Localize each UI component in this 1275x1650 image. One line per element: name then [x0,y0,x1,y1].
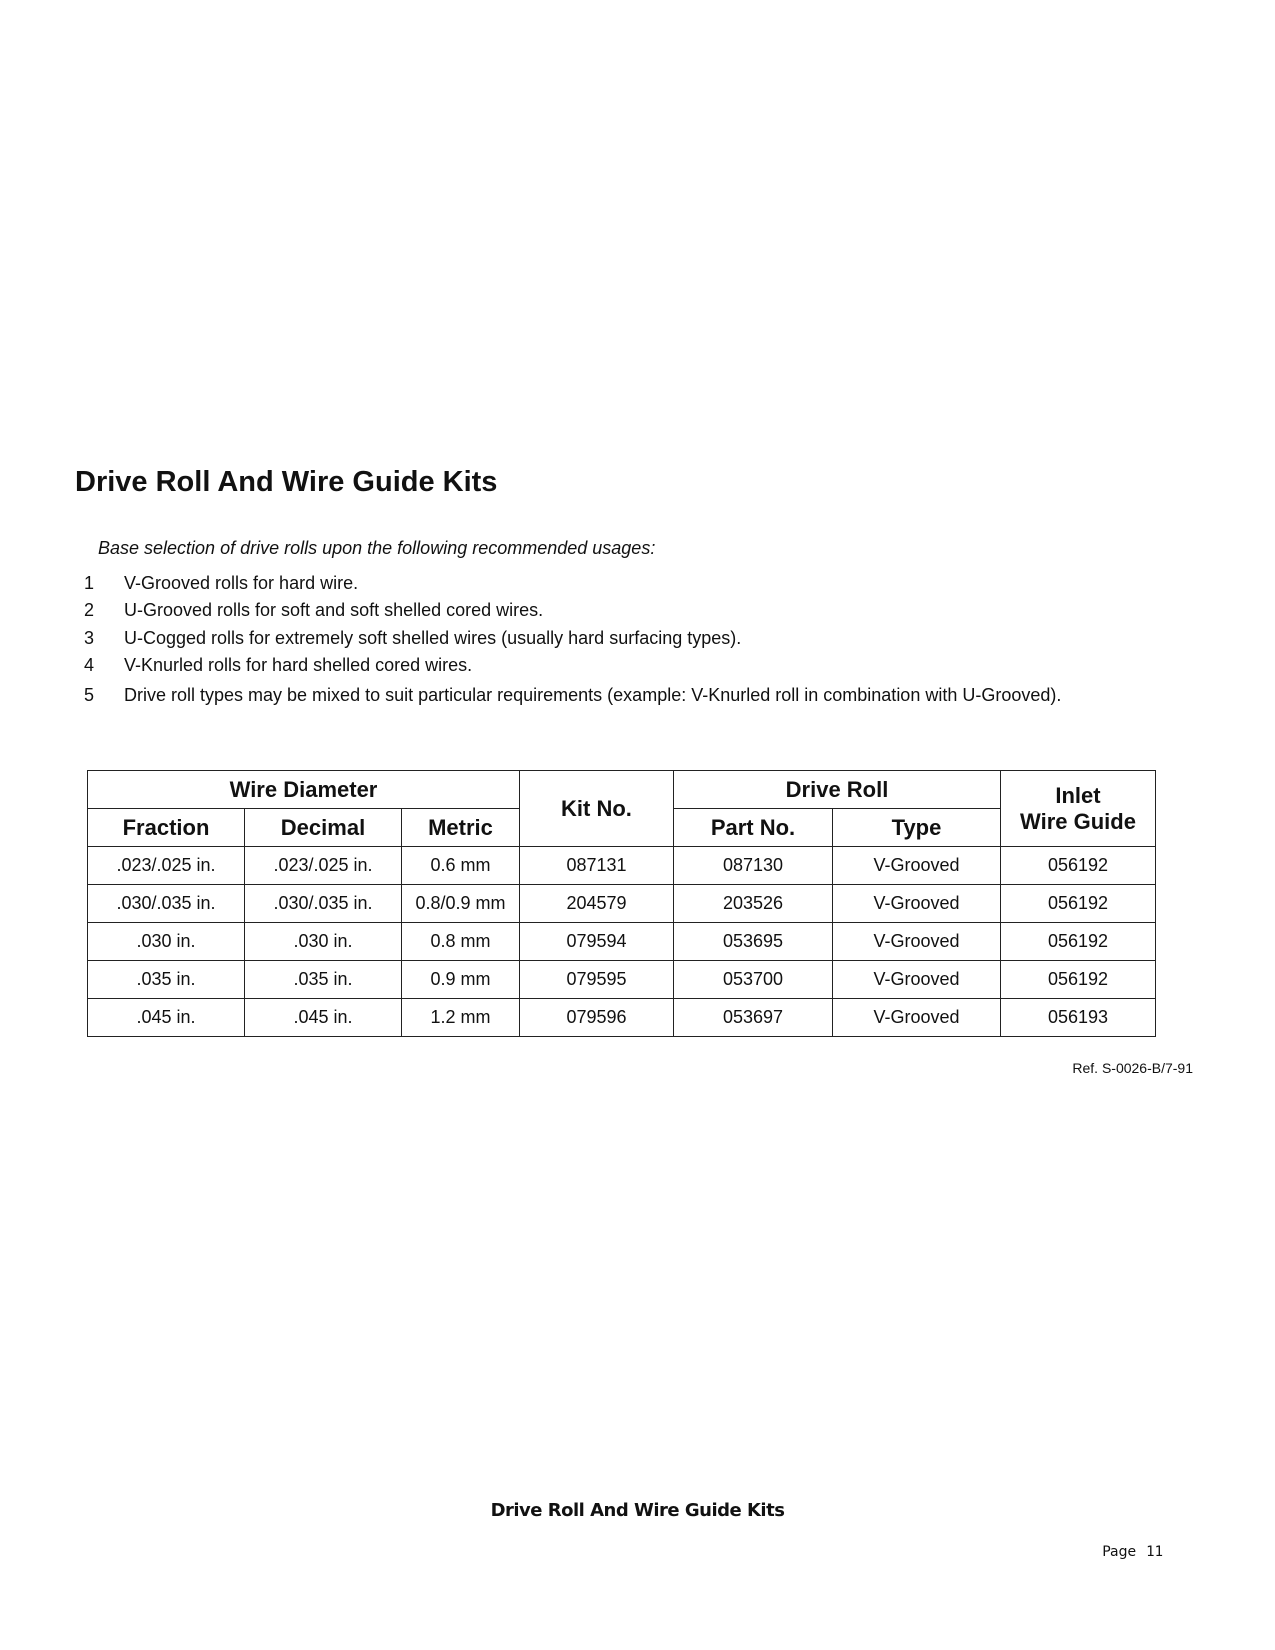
cell-metric: 0.8/0.9 mm [402,885,520,923]
cell-metric: 0.9 mm [402,961,520,999]
cell-fraction: .023/.025 in. [88,847,245,885]
header-inlet-line1: Inlet [1055,782,1101,808]
list-item-number: 2 [84,600,95,620]
list-item [84,574,358,592]
cell-decimal: .023/.025 in. [245,847,402,885]
cell-metric: 1.2 mm [402,999,520,1037]
table-row [88,847,1156,885]
list-item-number: 4 [84,655,95,675]
page-label: Page [1102,1544,1137,1560]
list-item [84,656,472,674]
cell-inlet-guide: 056193 [1001,999,1156,1037]
list-item [84,629,741,647]
cell-inlet-guide: 056192 [1001,847,1156,885]
cell-kit-no: 079596 [520,999,674,1037]
cell-fraction: .035 in. [88,961,245,999]
header-wire-diameter: Wire Diameter [88,771,520,809]
cell-inlet-guide: 056192 [1001,923,1156,961]
cell-type: V-Grooved [833,847,1001,885]
header-drive-roll: Drive Roll [674,771,1001,809]
list-item [84,686,1061,704]
footer-title: Drive Roll And Wire Guide Kits [490,1500,785,1521]
cell-metric: 0.6 mm [402,847,520,885]
cell-type: V-Grooved [833,999,1001,1037]
cell-kit-no: 079595 [520,961,674,999]
cell-fraction: .030/.035 in. [88,885,245,923]
cell-inlet-guide: 056192 [1001,961,1156,999]
cell-inlet-guide: 056192 [1001,885,1156,923]
cell-part-no: 053695 [674,923,833,961]
reference-code: Ref. S-0026-B/7-91 [1072,1060,1193,1076]
cell-kit-no: 204579 [520,885,674,923]
list-item-number: 1 [84,573,95,593]
header-kit-no: Kit No. [520,771,674,847]
cell-type: V-Grooved [833,961,1001,999]
drive-roll-kit-table [87,770,1156,1037]
header-decimal: Decimal [245,809,402,847]
list-item [84,601,543,619]
list-item-text: V-Knurled rolls for hard shelled cored wires. [124,655,473,675]
cell-kit-no: 079594 [520,923,674,961]
list-item-number: 3 [84,628,95,648]
cell-decimal: .045 in. [245,999,402,1037]
list-item-number: 5 [84,685,95,705]
list-item-text: Drive roll types may be mixed to suit particular requirements (example: V-Knurled roll in combination with U-Grooved). [124,685,1062,705]
cell-type: V-Grooved [833,885,1001,923]
page-number [1102,1544,1163,1560]
list-item-text: V-Grooved rolls for hard wire. [124,573,359,593]
list-item-text: U-Cogged rolls for extremely soft shelled wires (usually hard surfacing types). [124,628,742,648]
cell-type: V-Grooved [833,923,1001,961]
cell-decimal: .035 in. [245,961,402,999]
table-row [88,885,1156,923]
cell-decimal: .030 in. [245,923,402,961]
cell-part-no: 053700 [674,961,833,999]
intro-text: Base selection of drive rolls upon the following recommended usages: [98,538,656,558]
cell-fraction: .030 in. [88,923,245,961]
header-type: Type [833,809,1001,847]
header-metric: Metric [402,809,520,847]
table-row [88,999,1156,1037]
page-title: Drive Roll And Wire Guide Kits [75,466,498,498]
list-item-text: U-Grooved rolls for soft and soft shelled cored wires. [124,600,544,620]
cell-part-no: 087130 [674,847,833,885]
table-row [88,961,1156,999]
cell-part-no: 053697 [674,999,833,1037]
cell-fraction: .045 in. [88,999,245,1037]
table-row [88,923,1156,961]
header-fraction: Fraction [88,809,245,847]
cell-metric: 0.8 mm [402,923,520,961]
header-inlet-wire-guide [1001,771,1156,847]
page-number-value: 11 [1146,1544,1163,1560]
cell-part-no: 203526 [674,885,833,923]
header-inlet-line2: Wire Guide [1020,808,1136,834]
cell-decimal: .030/.035 in. [245,885,402,923]
cell-kit-no: 087131 [520,847,674,885]
header-part-no: Part No. [674,809,833,847]
